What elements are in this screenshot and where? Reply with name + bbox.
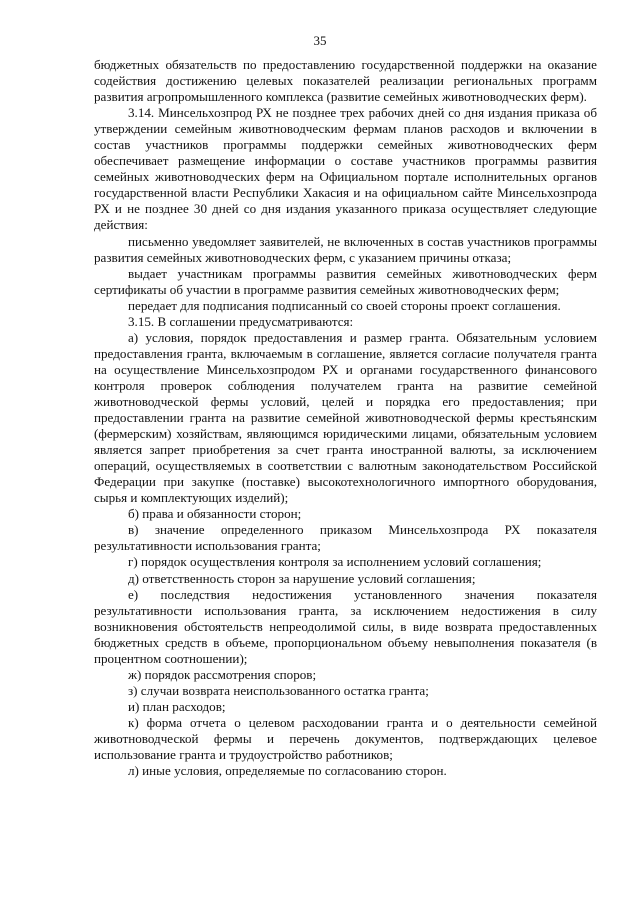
paragraph-3-15: 3.15. В соглашении предусматриваются: — [128, 313, 354, 329]
list-item-l: л) иные условия, определяемые по согласованию сторон. — [128, 763, 447, 779]
list-item-zh: ж) порядок рассмотрения споров; — [128, 666, 317, 682]
paragraph-send-agreement: передает для подписания подписанный со своей стороны проект соглашения. — [128, 297, 561, 313]
document-body — [94, 57, 597, 779]
list-item-i: и) план расходов; — [128, 698, 226, 714]
paragraph-3-14: 3.14. Минсельхозпрод РХ не позднее трех рабочих дней со дня издания приказа об утверждении семейным животноводческим фермам планов расходов и включении в состав участников программы поддержки семейных животноводческих ферм обеспечивает размещение информации о составе участников программы развития семейных животноводческих ферм на Официальном портале исполнительных органов государственной власти Республики Хакасия и на официальном сайте Минсельхозпрода РХ и не позднее 30 дней со дня издания указанного приказа осуществляет следующие действия: — [94, 105, 597, 233]
list-item-g: г) порядок осуществления контроля за исполнением условий соглашения; — [128, 554, 542, 570]
list-item-e: е) последствия недостижения установленного значения показателя результативности использования гранта, за исключением недостижения в силу возникновения обстоятельств непреодолимой силы, в виде возврата предоставленных бюджетных средств в объеме, пропорциональном объему невыполнения показателя (в процентном соотношении); — [94, 586, 597, 666]
paragraph-issue-certificates: выдает участникам программы развития семейных животноводческих ферм сертификаты об участии в программе развития семейных животноводческих ферм; — [94, 265, 597, 297]
list-item-v: в) значение определенного приказом Минсельхозпрода РХ показателя результативности использования гранта; — [94, 522, 597, 554]
list-item-k: к) форма отчета о целевом расходовании гранта и о деятельности семейной животноводческой фермы и перечень документов, подтверждающих целевое использование гранта и трудоустройство работников; — [94, 714, 597, 763]
list-item-d: д) ответственность сторон за нарушение условий соглашения; — [128, 570, 476, 586]
paragraph-notify-applicants: письменно уведомляет заявителей, не включенных в состав участников программы развития семейных животноводческих ферм, с указанием причины отказа; — [94, 233, 597, 265]
page-number: 35 — [313, 33, 327, 48]
list-item-a: а) условия, порядок предоставления и размер гранта. Обязательным условием предоставления гранта, включаемым в соглашение, является согласие получателя гранта на осуществление Минсельхозпродом РХ и органами государственного финансового контроля проверок соблюдения получателем гранта на развитие семейной животноводческой фермы условий, целей и порядка его предоставления; при предоставлении гранта на развитие семейной животноводческой фермы крестьянским (фермерским) хозяйствам, являющимся юридическими лицами, обязательным условием является запрет приобретения за счет гранта иностранной валюты, за исключением операций, осуществляемых в соответствии с валютным законодательством Российской Федерации при закупке (поставке) высокотехнологичного импортного оборудования, сырья и комплектующих изделий); — [94, 329, 597, 506]
paragraph-continuation: бюджетных обязательств по предоставлению государственной поддержки на оказание содействия достижению целевых показателей реализации региональных программ развития агропромышленного комплекса (развитие семейных животноводческих ферм). — [94, 57, 597, 105]
list-item-b: б) права и обязанности сторон; — [128, 506, 302, 522]
list-item-z: з) случаи возврата неиспользованного остатка гранта; — [128, 682, 429, 698]
